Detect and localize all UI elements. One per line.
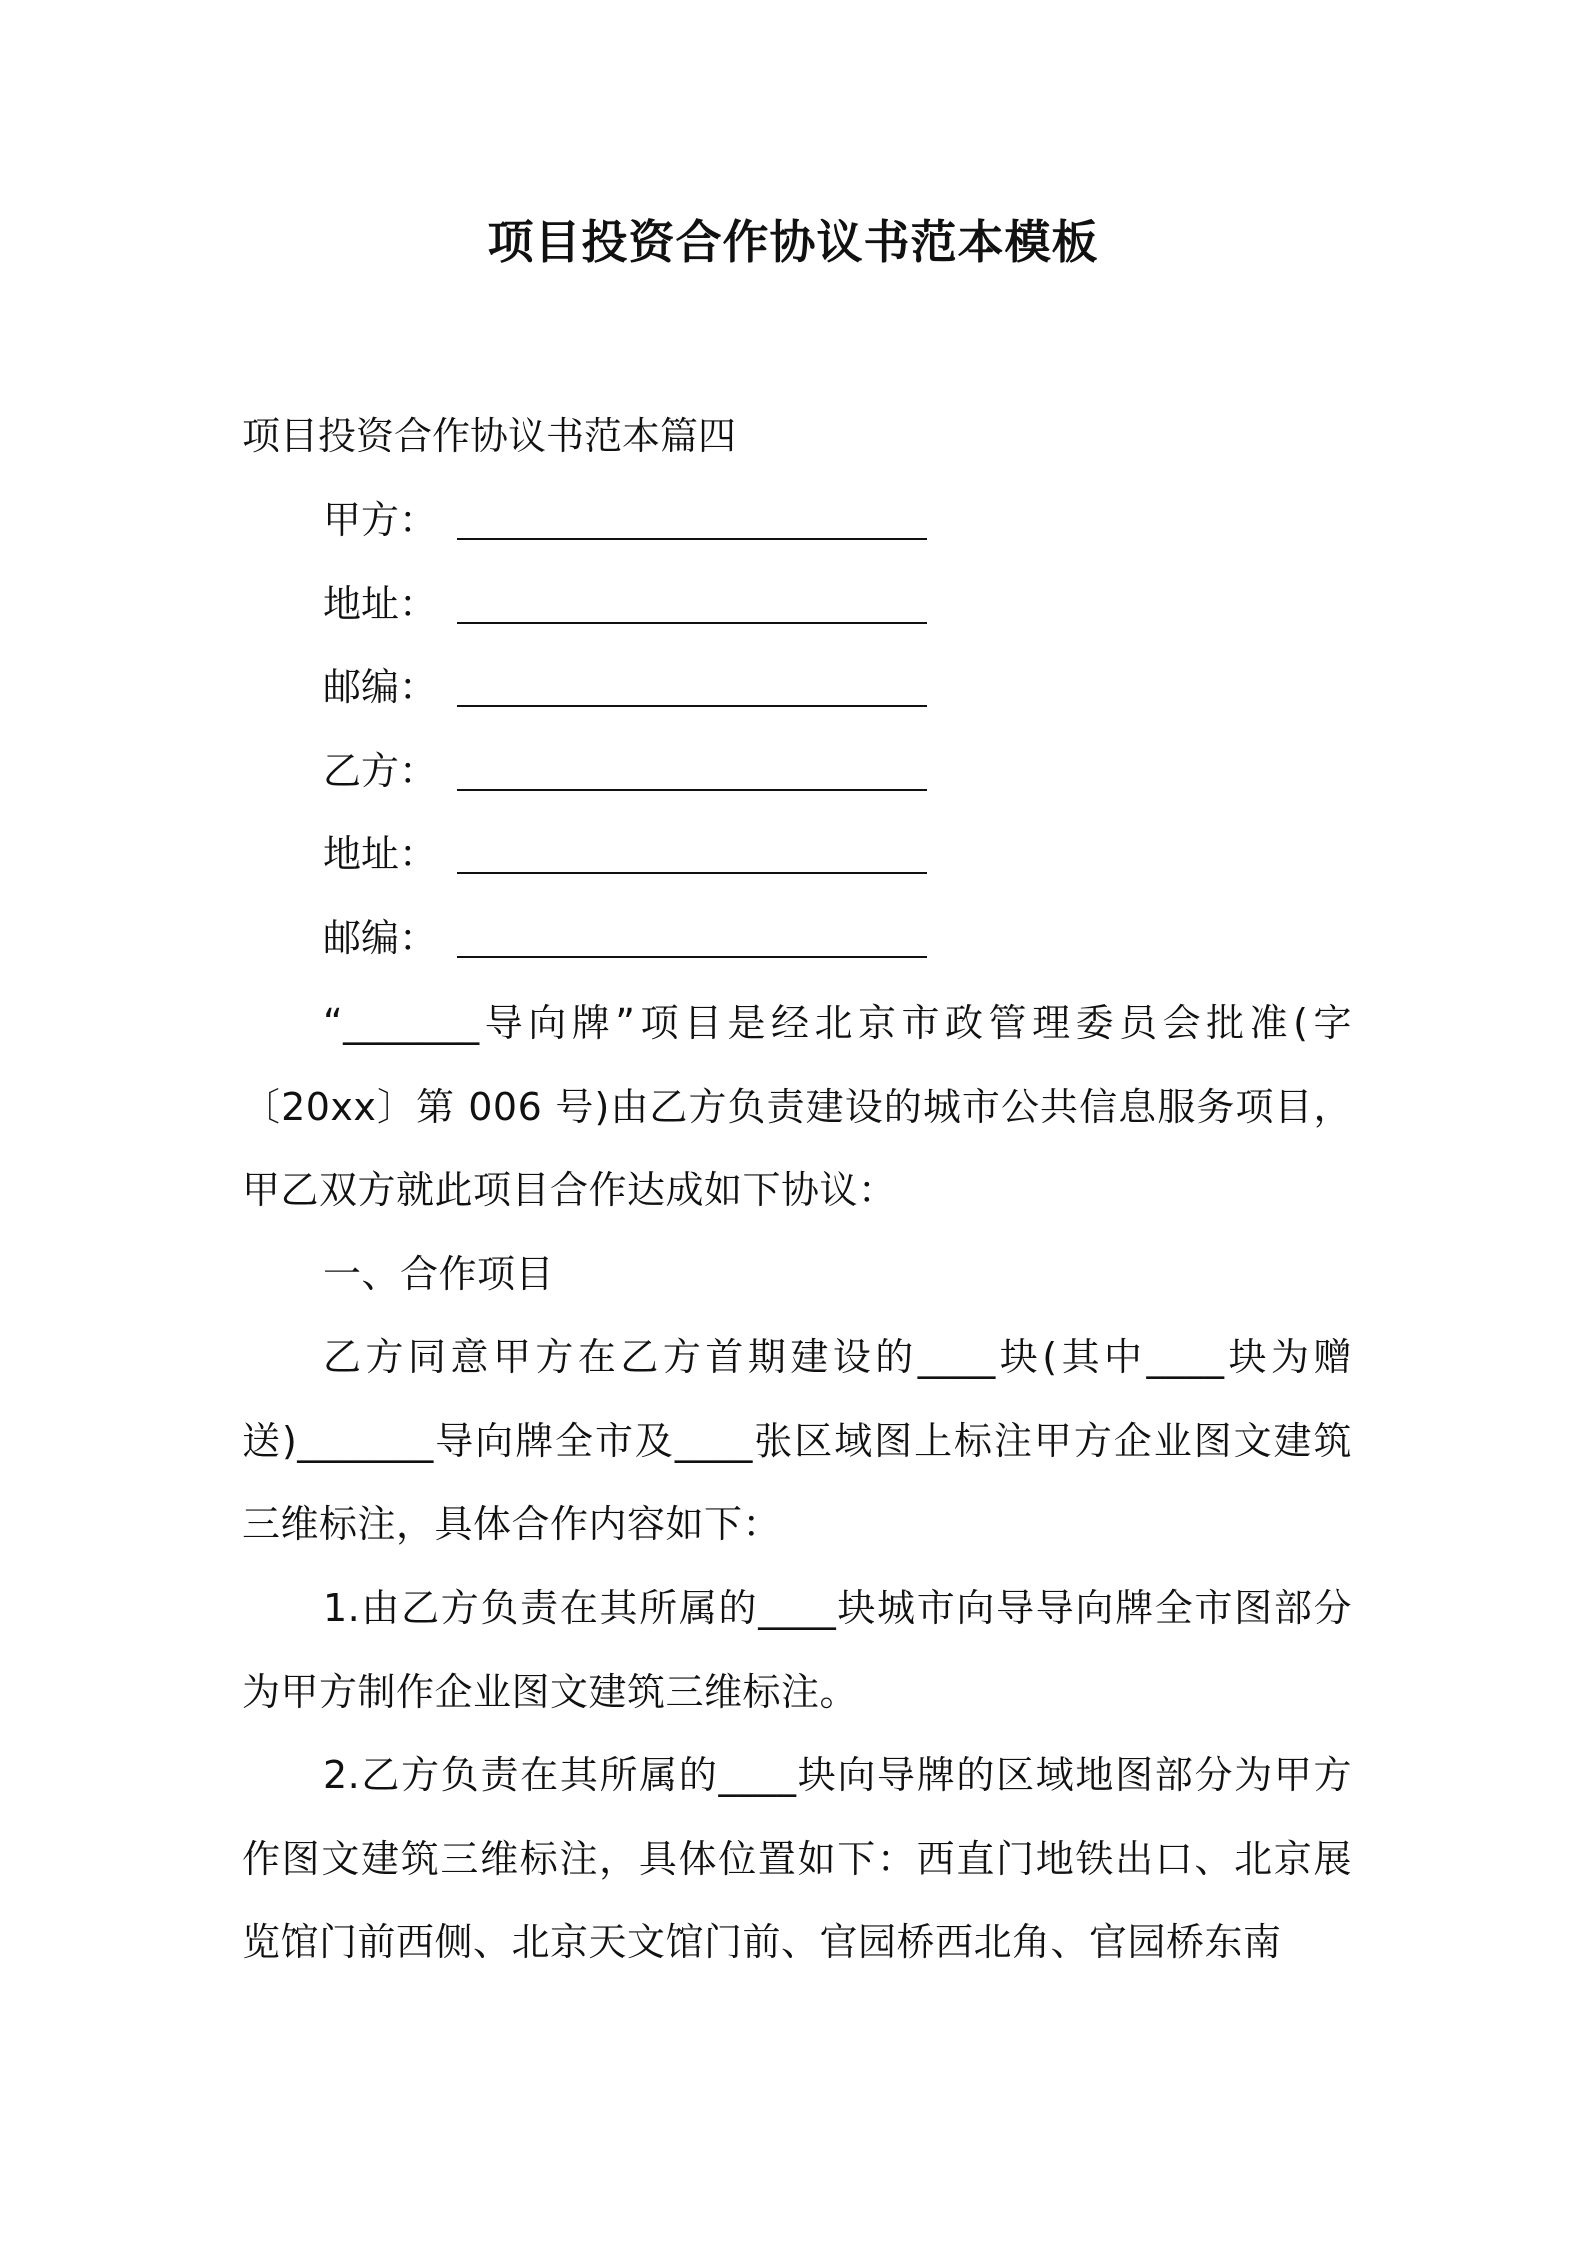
field-label: 地址：	[323, 832, 438, 876]
section-heading-cooperation-project: 一、合作项目	[323, 1252, 555, 1296]
party-b-postcode-field	[323, 910, 927, 966]
clause-1-paragraph: 1.由乙方负责在其所属的____块城市向导导向牌全市图部分为甲方制作企业图文建筑三维标注。	[242, 1586, 1352, 1714]
field-label: 邮编：	[323, 665, 438, 709]
fill-in-blank-line	[457, 669, 927, 707]
field-label: 乙方：	[323, 749, 438, 793]
party-b-address-field	[323, 826, 927, 882]
party-a-field	[323, 492, 927, 548]
party-b-field	[323, 743, 927, 799]
fill-in-blank-line	[457, 753, 927, 791]
fill-in-blank-line	[457, 836, 927, 874]
cooperation-paragraph: 乙方同意甲方在乙方首期建设的____块(其中____块为赠送)_______导向牌全市及____张区域图上标注甲方企业图文建筑三维标注，具体合作内容如下：	[242, 1335, 1352, 1546]
intro-paragraph: “_______导向牌”项目是经北京市政管理委员会批准(字〔20xx〕第 006 号)由乙方负责建设的城市公共信息服务项目，甲乙双方就此项目合作达成如下协议：	[242, 1001, 1352, 1212]
clause-2-paragraph: 2.乙方负责在其所属的____块向导牌的区域地图部分为甲方作图文建筑三维标注，具体位置如下：西直门地铁出口、北京展览馆门前西侧、北京天文馆门前、官园桥西北角、官园桥东南	[242, 1753, 1352, 1964]
field-label: 甲方：	[323, 498, 438, 542]
field-label: 地址：	[323, 582, 438, 626]
document-title: 项目投资合作协议书范本模板	[487, 215, 1099, 269]
field-label: 邮编：	[323, 916, 438, 960]
fill-in-blank-line	[457, 920, 927, 958]
party-a-address-field	[323, 576, 927, 632]
document-subtitle: 项目投资合作协议书范本篇四	[242, 414, 737, 458]
fill-in-blank-line	[457, 586, 927, 624]
party-a-postcode-field	[323, 659, 927, 715]
fill-in-blank-line	[457, 502, 927, 540]
